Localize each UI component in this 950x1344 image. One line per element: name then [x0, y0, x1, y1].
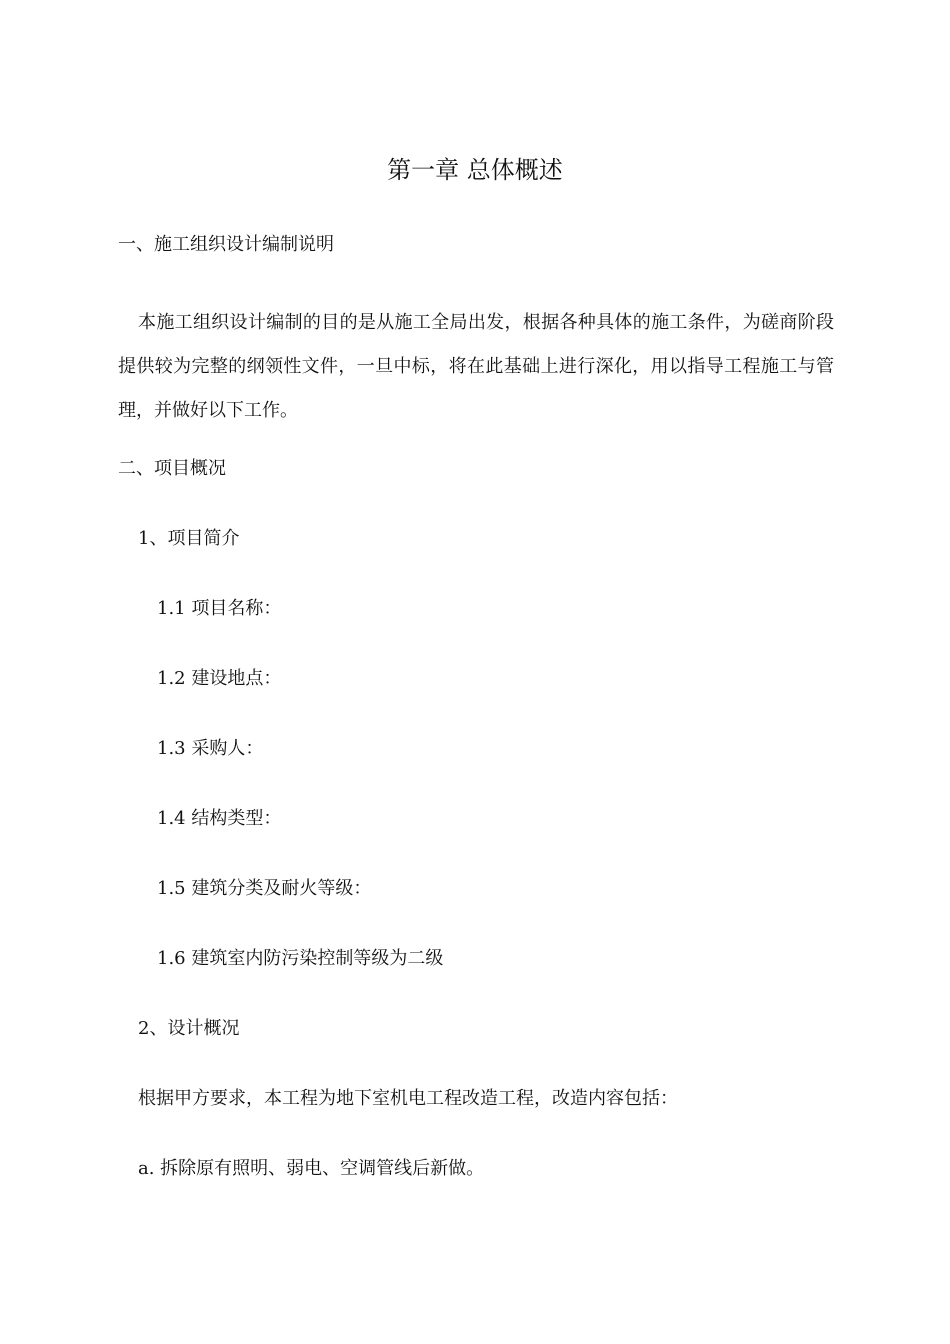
project-item-purchaser: 1.3 采购人：	[157, 738, 264, 759]
compilation-notes-paragraph: 本施工组织设计编制的目的是从施工全局出发，根据各种具体的施工条件，为磋商阶段提供较为完整的纲领性文件，一旦中标，将在此基础上进行深化，用以指导工程施工与管理，并做好以下工作。	[118, 312, 834, 421]
project-item-pollution-control: 1.6 建筑室内防污染控制等级为二级	[157, 948, 444, 969]
design-scope-item-a: a. 拆除原有照明、弱电、空调管线后新做。	[138, 1158, 485, 1179]
section-heading-compilation-notes: 一、施工组织设计编制说明	[118, 234, 334, 255]
project-item-name: 1.1 项目名称：	[157, 598, 282, 619]
subsection-heading-design-overview: 2、设计概况	[138, 1018, 240, 1039]
project-item-location: 1.2 建设地点：	[157, 668, 282, 689]
section-heading-project-overview: 二、项目概况	[118, 458, 226, 479]
project-item-building-classification: 1.5 建筑分类及耐火等级：	[157, 878, 372, 899]
chapter-title: 第一章 总体概述	[387, 156, 563, 184]
project-item-structure-type: 1.4 结构类型：	[157, 808, 282, 829]
design-overview-intro: 根据甲方要求，本工程为地下室机电工程改造工程，改造内容包括：	[138, 1088, 678, 1109]
subsection-heading-project-intro: 1、项目简介	[138, 528, 240, 549]
